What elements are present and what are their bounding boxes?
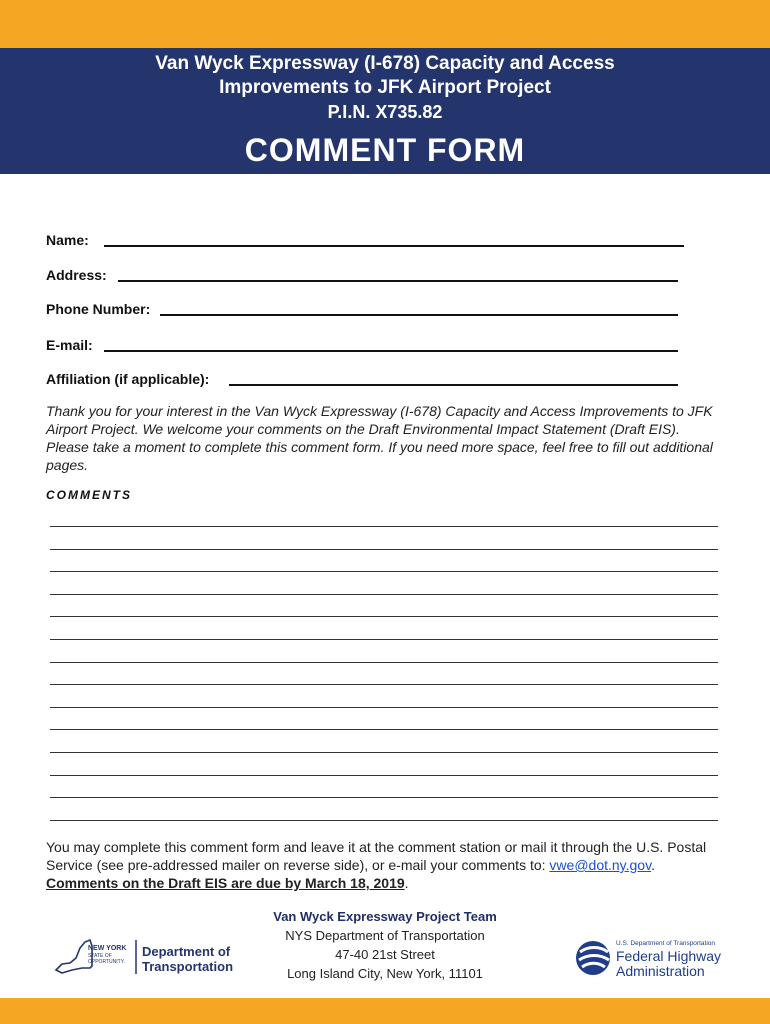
nydot-logo — [52, 934, 252, 980]
nydot-dept-line1: Department of — [142, 944, 231, 959]
nydot-state-text3: OPPORTUNITY. — [88, 959, 125, 965]
fhwa-line1: Federal Highway — [616, 948, 722, 964]
team-line1: NYS Department of Transportation — [285, 928, 485, 943]
comment-writing-line[interactable] — [50, 820, 718, 821]
header-banner — [0, 48, 770, 174]
footer-text-before: You may complete this comment form and leave it at the comment station or mail it through the U.S. Postal Service (see pre-addressed mailer on reverse side), or e-mail your comments to: — [46, 839, 707, 873]
phone-label: Phone Number: — [46, 301, 151, 317]
comment-writing-line[interactable] — [50, 684, 718, 685]
affiliation-field[interactable] — [229, 384, 678, 386]
comment-writing-line[interactable] — [50, 549, 718, 550]
comment-writing-line[interactable] — [50, 707, 718, 708]
nydot-state-text2: STATE OF — [88, 953, 112, 959]
name-label: Name: — [46, 232, 89, 248]
pin-number: P.I.N. X735.82 — [327, 102, 443, 122]
comment-writing-line[interactable] — [50, 729, 718, 730]
footer-end: . — [404, 875, 409, 891]
comment-writing-line[interactable] — [50, 752, 718, 753]
comment-writing-line[interactable] — [50, 797, 718, 798]
fhwa-logo — [574, 934, 734, 980]
new-york-state-outline-icon — [56, 940, 92, 973]
bottom-accent-stripe — [0, 998, 770, 1024]
address-field[interactable] — [118, 280, 678, 282]
team-title: Van Wyck Expressway Project Team — [273, 909, 497, 924]
fhwa-line2: Administration — [616, 963, 705, 979]
email-link[interactable]: vwe@dot.ny.gov — [549, 857, 652, 873]
email-label: E-mail: — [46, 337, 93, 353]
project-title-line1: Van Wyck Expressway (I-678) Capacity and Access — [155, 53, 615, 74]
form-title: COMMENT FORM — [244, 132, 526, 168]
affiliation-label: Affiliation (if applicable): — [46, 371, 210, 387]
usdot-emblem-icon — [576, 941, 610, 975]
nydot-dept-line2: Transportation — [142, 959, 234, 974]
comment-writing-line[interactable] — [50, 571, 718, 572]
fhwa-dept-small: U.S. Department of Transportation — [616, 940, 715, 947]
comment-writing-line[interactable] — [50, 775, 718, 776]
comment-writing-line[interactable] — [50, 616, 718, 617]
email-field[interactable] — [104, 350, 678, 352]
team-line3: Long Island City, New York, 11101 — [287, 966, 483, 981]
address-label: Address: — [46, 267, 107, 283]
nydot-state-text1: NEW YORK — [88, 945, 127, 952]
footer-instructions — [46, 838, 726, 892]
team-line2: 47-40 21st Street — [335, 947, 435, 962]
project-title-line2: Improvements to JFK Airport Project — [219, 77, 551, 98]
intro-text: Thank you for your interest in the Van Wyck Expressway (I-678) Capacity and Access Improvements to JFK Airport Project. We welcome your comments on the Draft Environmental Impact Statement (Draft EIS). Please take a moment to complete this comment form. If you need more space, feel free to fill out additional pages. — [46, 403, 713, 473]
top-accent-stripe — [0, 0, 770, 48]
footer-separator: . — [651, 857, 655, 873]
name-field[interactable] — [104, 245, 684, 247]
comment-writing-line[interactable] — [50, 526, 718, 527]
comment-writing-line[interactable] — [50, 594, 718, 595]
comment-writing-line[interactable] — [50, 662, 718, 663]
phone-field[interactable] — [160, 314, 678, 316]
comment-writing-line[interactable] — [50, 639, 718, 640]
due-date-notice: Comments on the Draft EIS are due by March 18, 2019 — [46, 875, 405, 891]
project-team-contact — [240, 907, 530, 983]
comments-label: COMMENTS — [46, 488, 132, 502]
